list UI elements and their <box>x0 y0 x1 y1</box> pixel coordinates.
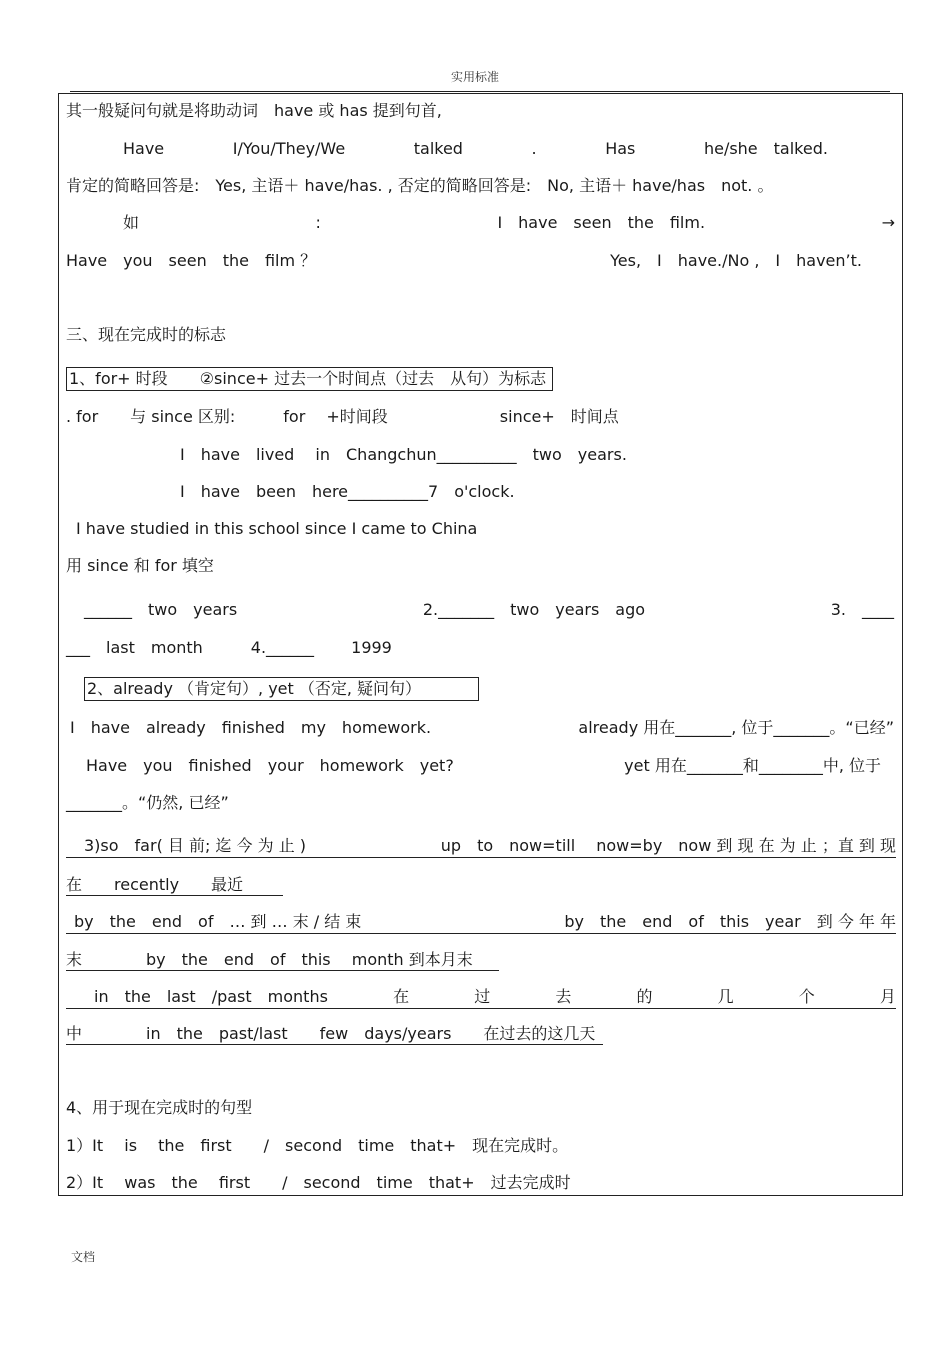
row-cell: 3)so far( 目 前; 迄 今 为 止 ) <box>84 836 307 855</box>
row-cell: by the end of this year 到 今 年 年 <box>564 912 896 931</box>
row-cell: already 用在_______, 位于_______。“已经” <box>578 718 894 737</box>
underlined-text: 在 recently 最近 <box>66 875 283 896</box>
row-cell: 如 <box>123 213 140 232</box>
example-row <box>66 251 862 271</box>
row-cell: by the end of … 到 … 末 / 结 束 <box>74 912 362 931</box>
example-row <box>86 756 881 776</box>
row-cell: 2._______ two years ago <box>422 600 646 619</box>
boxed-rule: 1、for+ 时段 ②since+ 过去一个时间点（过去 从句）为标志 <box>66 367 553 391</box>
row-cell: in the last /past months <box>94 987 328 1006</box>
underlined-text: 末 by the end of this month 到本月末 <box>66 950 499 971</box>
row-cell: talked <box>413 139 463 158</box>
section-heading: 4、用于现在完成时的句型 <box>66 1098 253 1117</box>
row-cell: Have you finished your homework yet? <box>86 756 454 775</box>
exercise-title: 用 since 和 for 填空 <box>66 556 214 575</box>
row-cell: 月 <box>879 987 896 1006</box>
underlined-row <box>66 950 499 970</box>
row-cell: I have seen the film. <box>497 213 706 232</box>
text-line: 肯定的简略回答是: Yes, 主语＋ have/has. , 否定的简略回答是: No, 主语＋ have/has not. 。 <box>66 176 774 195</box>
pattern-line: 1）It is the first / second time that+ 现在完成时。 <box>66 1136 569 1155</box>
row-cell: Has <box>605 139 636 158</box>
row-cell: 在 <box>393 987 410 1006</box>
row-cell: 去 <box>555 987 572 1006</box>
example-row <box>123 139 828 159</box>
exercise-row: ___ last month 4.______ 1999 <box>66 638 392 657</box>
text-line: 其一般疑问句就是将助动词 have 或 has 提到句首, <box>66 101 442 120</box>
section-heading: 三、现在完成时的标志 <box>66 325 227 344</box>
row-cell: Have <box>123 139 165 158</box>
row-cell: 几 <box>717 987 734 1006</box>
pattern-line: 2）It was the first / second time that+ 过去完成时 <box>66 1173 571 1192</box>
row-cell: 个 <box>798 987 815 1006</box>
row-cell: Yes, I have./No , I haven’t. <box>610 251 862 270</box>
text-line: . for 与 since 区别: for +时间段 since+ 时间点 <box>66 407 619 426</box>
row-cell: . <box>531 139 537 158</box>
row-cell: 过 <box>474 987 491 1006</box>
exercise-row <box>84 600 894 620</box>
row-cell: Have you seen the film ？ <box>66 251 317 270</box>
example-row <box>123 213 895 233</box>
row-cell: 的 <box>636 987 653 1006</box>
underlined-row <box>66 836 896 858</box>
row-cell: he/she talked. <box>703 139 828 158</box>
row-cell: I/You/They/We <box>232 139 346 158</box>
underlined-row <box>66 875 283 895</box>
example-sentence: I have lived in Changchun__________ two years. <box>180 445 627 464</box>
underlined-row <box>66 912 896 934</box>
text-line: _______。“仍然, 已经” <box>66 793 229 812</box>
header-rule <box>70 91 890 92</box>
example-sentence: I have studied in this school since I came to China <box>76 519 478 538</box>
underlined-row <box>66 987 896 1009</box>
boxed-rule: 2、already （肯定句）, yet （否定, 疑问句） <box>84 677 479 701</box>
row-cell: ______ two years <box>84 600 238 619</box>
page-footer: 文档 <box>71 1250 96 1264</box>
row-cell: up to now=till now=by now 到 现 在 为 止 ；直 到 现 <box>440 836 896 855</box>
row-cell: : <box>315 213 321 232</box>
underlined-row <box>66 1024 603 1044</box>
arrow-icon: → <box>881 213 895 232</box>
example-sentence: I have been here__________7 o'clock. <box>180 482 515 501</box>
row-cell: 3. ____ <box>830 600 894 619</box>
example-row <box>70 718 894 738</box>
row-cell: yet 用在_______和________中, 位于 <box>624 756 881 775</box>
row-cell: I have already finished my homework. <box>70 718 432 737</box>
page-header: 实用标准 <box>450 70 499 84</box>
underlined-text: 中 in the past/last few days/years 在过去的这几天 <box>66 1024 603 1045</box>
